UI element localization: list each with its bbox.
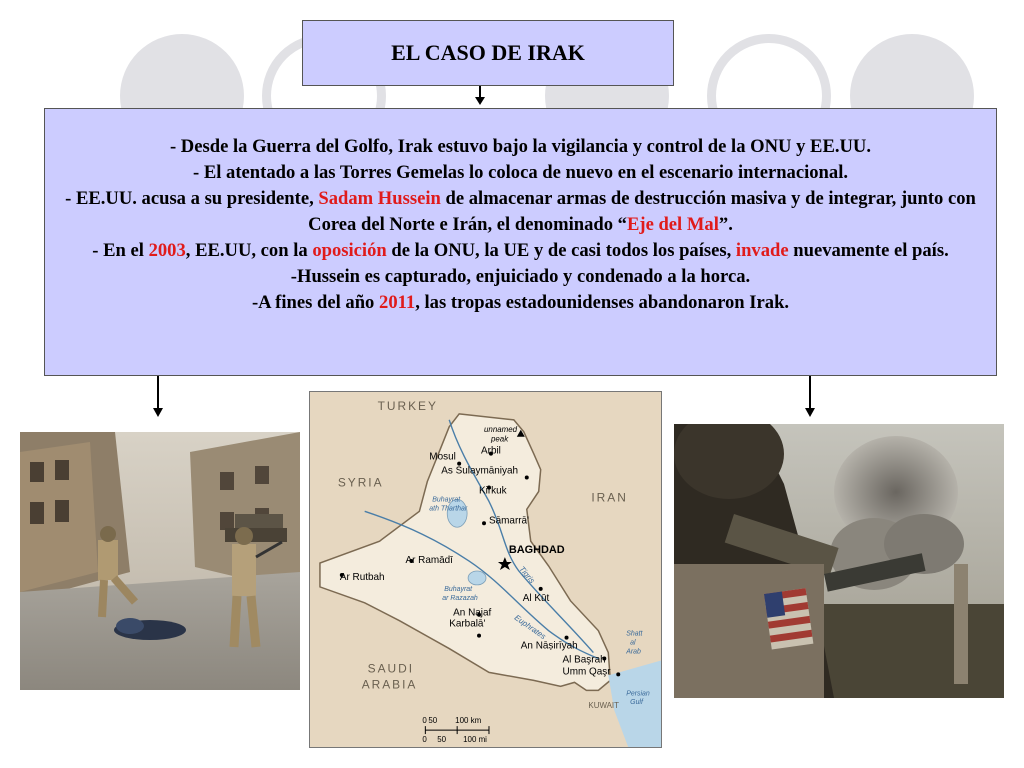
country-label-kuwait: KUWAIT — [588, 701, 619, 711]
city-label-sulaymaniyah: As Sulaymāniyah — [441, 465, 519, 477]
city-label-baghdad: BAGHDAD — [508, 544, 565, 557]
feature-label-shatt: Arab — [626, 648, 641, 656]
city-label-mosul: Mosul — [429, 451, 456, 463]
bullet-withdrawal: -A fines del año 2011, las tropas estadounidenses abandonaron Irak. — [251, 292, 790, 313]
highlight-2011: 2011 — [379, 292, 416, 313]
feature-label-shatt: Shatt — [626, 630, 643, 638]
arrow-down-icon — [803, 376, 817, 418]
country-label-iran: IRAN — [591, 490, 628, 505]
city-label-kut: Al Kūt — [522, 592, 550, 604]
feature-label-lake: Buhayrat — [432, 496, 461, 504]
feature-label-lake: ar Razazah — [442, 594, 478, 602]
arrow-down-icon — [151, 376, 165, 418]
bullet-accusation: - EE.UU. acusa a su presidente, Sadam Hussein de almacenar armas de destrucción masiva y de integrar, junto con Corea del Norte e Irán, el denominado “Eje del Mal”. — [65, 188, 976, 235]
bullet-invasion: - En el 2003, EE.UU, con la oposición de la ONU, la UE y de casi todos los países, invade nuevamente el país. — [92, 240, 949, 261]
scale-label: 50 — [428, 716, 438, 726]
highlight-eje-del-mal: Eje del Mal — [626, 214, 719, 235]
city-label-karbala: Karbalā' — [449, 618, 486, 630]
city-label-samarra: Sāmarrā' — [488, 515, 529, 527]
city-label-ramadi: Ar Ramādī — [405, 555, 453, 567]
photo-soldiers-street — [20, 432, 300, 690]
slide-title-text: EL CASO DE IRAK — [391, 40, 585, 65]
map-iraq — [309, 391, 662, 748]
highlight-oposicion: oposición — [312, 240, 387, 261]
feature-label-peak: unnamed — [484, 424, 518, 434]
feature-label-tigris: Tigris — [517, 564, 537, 586]
city-label-najaf: An Najaf — [453, 607, 492, 619]
city-label-rutbah: Ar Rutbah — [339, 571, 385, 583]
city-label-nasiriyah: An Nāṣirīyah — [520, 640, 578, 652]
scale-label: 0 — [422, 716, 427, 726]
country-label-syria: SYRIA — [337, 475, 384, 490]
feature-label-gulf: Gulf — [630, 699, 643, 707]
country-label-saudi: SAUDI — [367, 661, 415, 676]
highlight-sadam-hussein: Sadam Hussein — [318, 188, 441, 209]
feature-label-shatt: al — [630, 639, 636, 647]
city-label-basrah: Al Başrah — [562, 654, 606, 666]
city-label-arbil: Arbil — [481, 445, 501, 457]
lake-razazah — [468, 571, 486, 585]
feature-label-peak: peak — [490, 434, 509, 444]
city-label-kirkuk: Kirkuk — [479, 485, 507, 497]
scale-label: 0 — [422, 735, 427, 745]
content-box — [44, 108, 997, 376]
us-flag-patch — [764, 588, 813, 649]
country-label-turkey: TURKEY — [377, 398, 438, 413]
city-label-umm-qasr: Umm Qaşr — [562, 666, 611, 678]
highlight-invade: invade — [735, 240, 789, 261]
slide-title — [302, 20, 674, 86]
bullet-gulf-war: - Desde la Guerra del Golfo, Irak estuvo bajo la vigilancia y control de la ONU y EE.UU. — [169, 136, 872, 157]
bullet-twin-towers: - El atentado a las Torres Gemelas lo coloca de nuevo en el escenario internacional. — [192, 162, 849, 183]
feature-label-euphrates: Euphrates — [512, 612, 548, 642]
highlight-2003: 2003 — [148, 240, 186, 261]
scale-label: 100 km — [455, 716, 482, 726]
country-label-arabia: ARABIA — [361, 677, 418, 692]
bullet-hussein-captured: -Hussein es capturado, enjuiciado y condenado a la horca. — [290, 266, 751, 287]
feature-label-gulf: Persian — [626, 690, 650, 698]
feature-label-lake: ath Tharthar — [429, 505, 468, 513]
feature-label-lake: Buhayrat — [444, 585, 473, 593]
scale-label: 100 mi — [463, 735, 487, 745]
lake-tharthar — [447, 499, 467, 527]
photo-soldier-machine-gun — [674, 424, 1004, 698]
arrow-down-icon — [473, 86, 487, 106]
scale-label: 50 — [437, 735, 447, 745]
